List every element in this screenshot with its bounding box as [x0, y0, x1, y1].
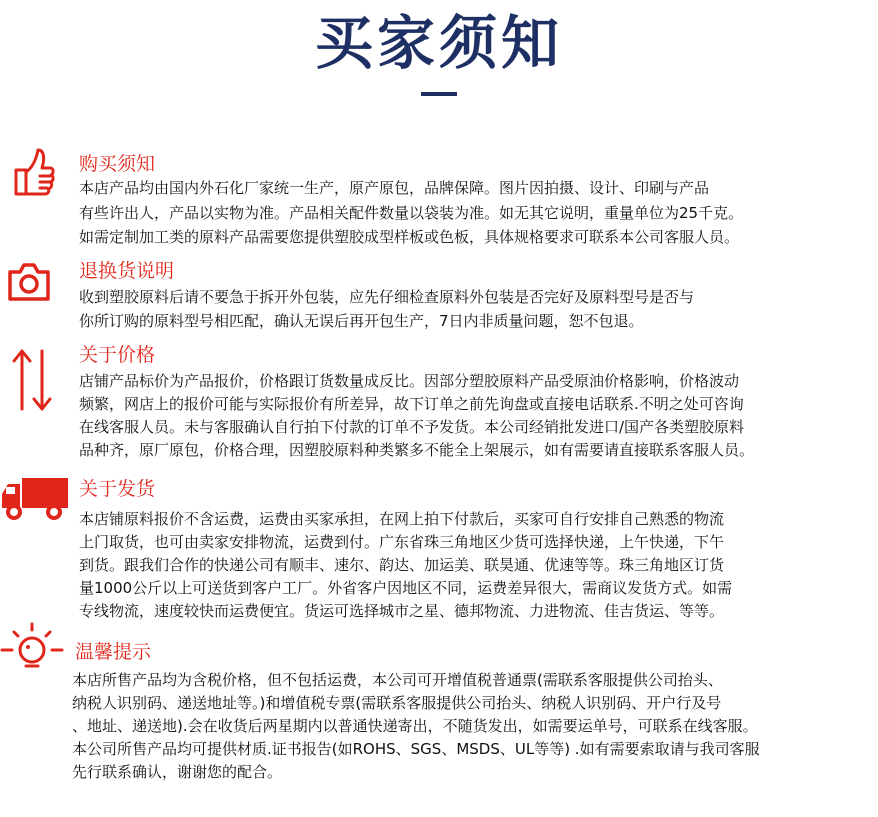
- section-text-line: 在线客服人员。未与客服确认自行拍下付款的订单不予发货。本公司经销批发进口/国产各类塑胶原料: [79, 418, 745, 436]
- section-text-line: 频繁，网店上的报价可能与实际报价有所差异，故下订单之前先询盘或直接电话联系.不明之处可咨询: [79, 395, 744, 413]
- page-title: 买家须知: [314, 9, 563, 77]
- section-text-line: 本公司所售产品均可提供材质.证书报告(如ROHS、SGS、MSDS、UL等等) .如有需要索取请与我司客服: [72, 740, 760, 758]
- section-text-line: 收到塑胶原料后请不要急于拆开外包装，应先仔细检查原料外包装是否完好及原料型号是否与: [79, 288, 695, 306]
- section-heading: 温馨提示: [75, 641, 152, 663]
- section-heading: 关于发货: [79, 478, 156, 500]
- section-text-line: 上门取货，也可由卖家安排物流，运费到付。广东省珠三角地区少货可选择快递，上午快递，下午: [79, 533, 725, 551]
- section-heading: 关于价格: [79, 344, 156, 366]
- section-text-line: 店铺产品标价为产品报价，价格跟订货数量成反比。因部分塑胶原料产品受原油价格影响，价格波动: [79, 372, 740, 390]
- up-down-arrows-icon: [10, 345, 56, 415]
- section-text-line: 品种齐，原厂原包，价格合理，因塑胶原料种类繁多不能全上架展示，如有需要请直接联系客服人员。: [79, 441, 755, 459]
- light-bulb-icon: [0, 620, 64, 676]
- section-text-line: 本店铺原料报价不含运费，运费由买家承担，在网上拍下付款后，买家可自行安排自己熟悉的物流: [79, 510, 725, 528]
- camera-icon: [6, 260, 52, 304]
- section-text-line: 有些许出人，产品以实物为准。产品相关配件数量以袋装为准。如无其它说明，重量单位为25千克。: [79, 204, 744, 222]
- section-heading: 购买须知: [79, 153, 156, 175]
- section-text-line: 量1000公斤以上可送货到客户工厂。外省客户因地区不同，运费差异很大，需商议发货方式。如需: [79, 579, 733, 597]
- section-text-line: 你所订购的原料型号相匹配，确认无误后再开包生产，7日内非质量问题，恕不包退。: [79, 312, 644, 330]
- section-text-line: 先行联系确认，谢谢您的配合。: [72, 763, 283, 781]
- section-text-line: 纳税人识别码、递送地址等。)和增值税专票(需联系客服提供公司抬头、纳税人识别码、开户行及号: [72, 694, 722, 712]
- section-text-line: 专线物流，速度较快而运费便宜。货运可选择城市之星、德邦物流、力进物流、佳吉货运、等等。: [79, 602, 725, 620]
- section-text-line: 到货。跟我们合作的快递公司有顺丰、速尔、韵达、加运美、联昊通、优速等等。珠三角地区订货: [79, 556, 725, 574]
- title-underline: [421, 92, 457, 96]
- thumbs-up-icon: [10, 146, 56, 198]
- section-text-line: 本店所售产品均为含税价格，但不包括运费，本公司可开增值税普通票(需联系客服提供公司抬头、: [72, 671, 723, 689]
- section-text-line: 、地址、递送地).会在收货后两星期内以普通快递寄出，不随货发出，如需要运单号，可联系在线客服。: [72, 717, 758, 735]
- section-text-line: 如需定制加工类的原料产品需要您提供塑胶成型样板或色板，具体规格要求可联系本公司客服人员。: [79, 228, 740, 246]
- section-text-line: 本店产品均由国内外石化厂家统一生产，原产原包，品牌保障。图片因拍摄、设计、印刷与产品: [79, 179, 710, 197]
- delivery-truck-icon: [0, 474, 72, 524]
- section-heading: 退换货说明: [79, 260, 175, 282]
